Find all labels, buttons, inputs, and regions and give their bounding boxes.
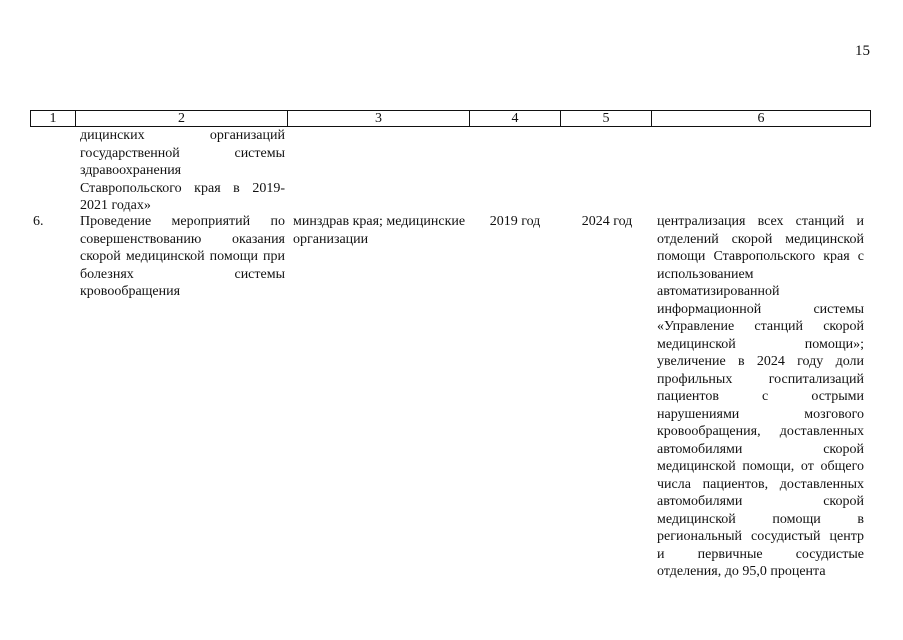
continued-cell-text: дицинских организаций государственной системы здравоохранения Ставропольского края в 2019-2021 годах» (80, 128, 285, 213)
executors: минздрав края; медицинские организации (293, 214, 466, 247)
column-number-4: 4 (470, 111, 561, 127)
expected-result: централизация всех станций и отделений скорой медицинской помощи Ставропольского края с использованием автоматизированной информационной системы «Управление станций скорой медицинской помощи»; увеличение в 2024 году доли профильных госпитализаций пациентов с острыми нарушениями мозгового кровообращения, доставленных автомобилями скорой медицинской помощи, от общего числа пациентов, доставленных автомобилями скорой медицинской помощи в региональный сосудистый центр и первичные сосудистые отделения, до 95,0 процента (657, 214, 864, 579)
column-number-6: 6 (652, 111, 871, 127)
start-year: 2019 год (489, 214, 541, 229)
end-year: 2024 год (581, 214, 633, 229)
column-number-3: 3 (288, 111, 470, 127)
event-description: Проведение мероприятий по совершенствованию оказания скорой медицинской помощи при болезнях системы кровообращения (80, 214, 285, 299)
column-number-2: 2 (76, 111, 288, 127)
column-number-5: 5 (561, 111, 652, 127)
header-row (31, 111, 871, 127)
page-number: 15 (855, 43, 870, 59)
row-number: 6. (33, 214, 44, 229)
table-header (30, 110, 871, 127)
column-number-1: 1 (31, 111, 76, 127)
